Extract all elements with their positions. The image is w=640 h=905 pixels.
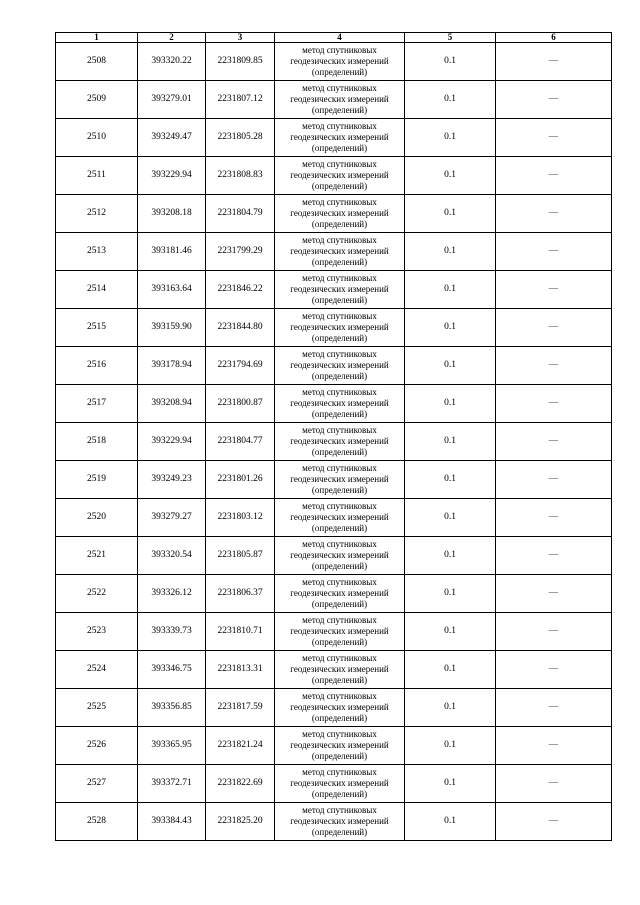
table-row xyxy=(56,423,612,461)
coordinates-table xyxy=(55,32,612,841)
method-line: метод спутниковых xyxy=(302,83,377,93)
accuracy-cell: 0.1 xyxy=(405,651,496,689)
x-coordinate-cell: 393365.95 xyxy=(138,727,206,765)
method-line: геодезических измерений xyxy=(290,132,389,142)
y-coordinate-cell: 2231817.59 xyxy=(206,689,275,727)
y-coordinate-cell: 2231805.87 xyxy=(206,537,275,575)
method-line: метод спутниковых xyxy=(302,539,377,549)
note-cell: — xyxy=(496,727,612,765)
accuracy-cell: 0.1 xyxy=(405,385,496,423)
method-line: (определений) xyxy=(311,599,368,609)
table-row xyxy=(56,537,612,575)
method-line: метод спутниковых xyxy=(302,615,377,625)
column-header-3: 3 xyxy=(206,33,275,43)
point-number-cell: 2523 xyxy=(56,613,138,651)
x-coordinate-cell: 393372.71 xyxy=(138,765,206,803)
accuracy-cell: 0.1 xyxy=(405,423,496,461)
method-line: геодезических измерений xyxy=(290,664,389,674)
note-cell: — xyxy=(496,43,612,81)
method-line: геодезических измерений xyxy=(290,550,389,560)
y-coordinate-cell: 2231800.87 xyxy=(206,385,275,423)
point-number-cell: 2513 xyxy=(56,233,138,271)
note-cell: — xyxy=(496,157,612,195)
accuracy-cell: 0.1 xyxy=(405,119,496,157)
note-cell: — xyxy=(496,765,612,803)
method-cell xyxy=(275,423,405,461)
table-row xyxy=(56,195,612,233)
method-line: геодезических измерений xyxy=(290,208,389,218)
method-line: (определений) xyxy=(311,561,368,571)
method-line: (определений) xyxy=(311,333,368,343)
method-line: геодезических измерений xyxy=(290,740,389,750)
column-header-4: 4 xyxy=(275,33,405,43)
method-cell xyxy=(275,195,405,233)
method-line: метод спутниковых xyxy=(302,387,377,397)
method-cell xyxy=(275,651,405,689)
method-line: (определений) xyxy=(311,789,368,799)
y-coordinate-cell: 2231801.26 xyxy=(206,461,275,499)
note-cell: — xyxy=(496,119,612,157)
point-number-cell: 2519 xyxy=(56,461,138,499)
y-coordinate-cell: 2231805.28 xyxy=(206,119,275,157)
note-cell: — xyxy=(496,537,612,575)
table-body xyxy=(56,43,612,841)
note-cell: — xyxy=(496,309,612,347)
x-coordinate-cell: 393229.94 xyxy=(138,157,206,195)
point-number-cell: 2517 xyxy=(56,385,138,423)
method-line: геодезических измерений xyxy=(290,702,389,712)
method-line: метод спутниковых xyxy=(302,729,377,739)
accuracy-cell: 0.1 xyxy=(405,81,496,119)
method-line: (определений) xyxy=(311,143,368,153)
x-coordinate-cell: 393279.27 xyxy=(138,499,206,537)
point-number-cell: 2527 xyxy=(56,765,138,803)
method-line: метод спутниковых xyxy=(302,197,377,207)
method-line: геодезических измерений xyxy=(290,322,389,332)
y-coordinate-cell: 2231844.80 xyxy=(206,309,275,347)
method-line: (определений) xyxy=(311,827,368,837)
method-line: геодезических измерений xyxy=(290,816,389,826)
y-coordinate-cell: 2231807.12 xyxy=(206,81,275,119)
accuracy-cell: 0.1 xyxy=(405,689,496,727)
method-line: (определений) xyxy=(311,447,368,457)
column-header-6: 6 xyxy=(496,33,612,43)
y-coordinate-cell: 2231808.83 xyxy=(206,157,275,195)
method-line: (определений) xyxy=(311,219,368,229)
point-number-cell: 2526 xyxy=(56,727,138,765)
method-cell xyxy=(275,613,405,651)
x-coordinate-cell: 393326.12 xyxy=(138,575,206,613)
table-row xyxy=(56,233,612,271)
y-coordinate-cell: 2231846.22 xyxy=(206,271,275,309)
method-cell xyxy=(275,119,405,157)
x-coordinate-cell: 393159.90 xyxy=(138,309,206,347)
point-number-cell: 2508 xyxy=(56,43,138,81)
point-number-cell: 2515 xyxy=(56,309,138,347)
x-coordinate-cell: 393249.23 xyxy=(138,461,206,499)
column-header-2: 2 xyxy=(138,33,206,43)
method-cell xyxy=(275,803,405,841)
method-line: (определений) xyxy=(311,637,368,647)
method-line: (определений) xyxy=(311,751,368,761)
y-coordinate-cell: 2231813.31 xyxy=(206,651,275,689)
method-line: геодезических измерений xyxy=(290,626,389,636)
column-header-5: 5 xyxy=(405,33,496,43)
note-cell: — xyxy=(496,233,612,271)
method-line: метод спутниковых xyxy=(302,121,377,131)
x-coordinate-cell: 393384.43 xyxy=(138,803,206,841)
x-coordinate-cell: 393356.85 xyxy=(138,689,206,727)
x-coordinate-cell: 393229.94 xyxy=(138,423,206,461)
method-line: метод спутниковых xyxy=(302,653,377,663)
note-cell: — xyxy=(496,461,612,499)
method-line: метод спутниковых xyxy=(302,45,377,55)
method-cell xyxy=(275,309,405,347)
note-cell: — xyxy=(496,651,612,689)
note-cell: — xyxy=(496,385,612,423)
method-line: метод спутниковых xyxy=(302,577,377,587)
x-coordinate-cell: 393178.94 xyxy=(138,347,206,385)
accuracy-cell: 0.1 xyxy=(405,765,496,803)
x-coordinate-cell: 393320.54 xyxy=(138,537,206,575)
table-row xyxy=(56,765,612,803)
x-coordinate-cell: 393208.18 xyxy=(138,195,206,233)
accuracy-cell: 0.1 xyxy=(405,271,496,309)
method-line: метод спутниковых xyxy=(302,235,377,245)
table-row xyxy=(56,499,612,537)
method-line: геодезических измерений xyxy=(290,246,389,256)
method-line: геодезических измерений xyxy=(290,56,389,66)
point-number-cell: 2514 xyxy=(56,271,138,309)
method-cell xyxy=(275,575,405,613)
table-header xyxy=(56,33,612,43)
method-cell xyxy=(275,81,405,119)
method-line: (определений) xyxy=(311,105,368,115)
note-cell: — xyxy=(496,575,612,613)
x-coordinate-cell: 393163.64 xyxy=(138,271,206,309)
y-coordinate-cell: 2231804.79 xyxy=(206,195,275,233)
y-coordinate-cell: 2231794.69 xyxy=(206,347,275,385)
y-coordinate-cell: 2231825.20 xyxy=(206,803,275,841)
accuracy-cell: 0.1 xyxy=(405,575,496,613)
method-cell xyxy=(275,727,405,765)
table-row xyxy=(56,727,612,765)
method-line: метод спутниковых xyxy=(302,311,377,321)
y-coordinate-cell: 2231804.77 xyxy=(206,423,275,461)
method-line: геодезических измерений xyxy=(290,474,389,484)
method-line: (определений) xyxy=(311,257,368,267)
table-row xyxy=(56,803,612,841)
note-cell: — xyxy=(496,195,612,233)
method-line: метод спутниковых xyxy=(302,805,377,815)
table-row xyxy=(56,157,612,195)
method-line: метод спутниковых xyxy=(302,425,377,435)
point-number-cell: 2512 xyxy=(56,195,138,233)
point-number-cell: 2525 xyxy=(56,689,138,727)
method-cell xyxy=(275,233,405,271)
method-cell xyxy=(275,689,405,727)
accuracy-cell: 0.1 xyxy=(405,727,496,765)
y-coordinate-cell: 2231821.24 xyxy=(206,727,275,765)
table-row xyxy=(56,119,612,157)
y-coordinate-cell: 2231809.85 xyxy=(206,43,275,81)
note-cell: — xyxy=(496,81,612,119)
method-line: геодезических измерений xyxy=(290,778,389,788)
x-coordinate-cell: 393279.01 xyxy=(138,81,206,119)
method-line: (определений) xyxy=(311,371,368,381)
table-row xyxy=(56,575,612,613)
table-row xyxy=(56,651,612,689)
method-line: метод спутниковых xyxy=(302,691,377,701)
method-cell xyxy=(275,385,405,423)
accuracy-cell: 0.1 xyxy=(405,195,496,233)
method-line: метод спутниковых xyxy=(302,501,377,511)
x-coordinate-cell: 393181.46 xyxy=(138,233,206,271)
note-cell: — xyxy=(496,271,612,309)
accuracy-cell: 0.1 xyxy=(405,157,496,195)
note-cell: — xyxy=(496,347,612,385)
method-line: (определений) xyxy=(311,409,368,419)
method-line: (определений) xyxy=(311,485,368,495)
accuracy-cell: 0.1 xyxy=(405,537,496,575)
table-row xyxy=(56,43,612,81)
method-line: геодезических измерений xyxy=(290,170,389,180)
method-line: (определений) xyxy=(311,713,368,723)
y-coordinate-cell: 2231799.29 xyxy=(206,233,275,271)
method-cell xyxy=(275,765,405,803)
note-cell: — xyxy=(496,613,612,651)
column-header-1: 1 xyxy=(56,33,138,43)
method-line: (определений) xyxy=(311,67,368,77)
method-line: геодезических измерений xyxy=(290,360,389,370)
table-row xyxy=(56,613,612,651)
accuracy-cell: 0.1 xyxy=(405,43,496,81)
note-cell: — xyxy=(496,499,612,537)
y-coordinate-cell: 2231810.71 xyxy=(206,613,275,651)
method-line: метод спутниковых xyxy=(302,463,377,473)
method-cell xyxy=(275,43,405,81)
point-number-cell: 2521 xyxy=(56,537,138,575)
method-line: (определений) xyxy=(311,523,368,533)
table-row xyxy=(56,271,612,309)
method-line: метод спутниковых xyxy=(302,273,377,283)
accuracy-cell: 0.1 xyxy=(405,461,496,499)
point-number-cell: 2518 xyxy=(56,423,138,461)
method-line: (определений) xyxy=(311,675,368,685)
method-cell xyxy=(275,347,405,385)
note-cell: — xyxy=(496,803,612,841)
table-row xyxy=(56,81,612,119)
method-line: геодезических измерений xyxy=(290,284,389,294)
method-line: геодезических измерений xyxy=(290,94,389,104)
method-line: геодезических измерений xyxy=(290,512,389,522)
method-cell xyxy=(275,537,405,575)
note-cell: — xyxy=(496,689,612,727)
point-number-cell: 2509 xyxy=(56,81,138,119)
table-row xyxy=(56,309,612,347)
y-coordinate-cell: 2231803.12 xyxy=(206,499,275,537)
method-line: геодезических измерений xyxy=(290,588,389,598)
accuracy-cell: 0.1 xyxy=(405,233,496,271)
method-line: (определений) xyxy=(311,295,368,305)
point-number-cell: 2511 xyxy=(56,157,138,195)
method-cell xyxy=(275,157,405,195)
x-coordinate-cell: 393320.22 xyxy=(138,43,206,81)
accuracy-cell: 0.1 xyxy=(405,499,496,537)
header-row xyxy=(56,33,612,43)
point-number-cell: 2524 xyxy=(56,651,138,689)
accuracy-cell: 0.1 xyxy=(405,803,496,841)
point-number-cell: 2528 xyxy=(56,803,138,841)
accuracy-cell: 0.1 xyxy=(405,347,496,385)
point-number-cell: 2516 xyxy=(56,347,138,385)
table-row xyxy=(56,347,612,385)
method-line: метод спутниковых xyxy=(302,767,377,777)
table-row xyxy=(56,689,612,727)
y-coordinate-cell: 2231806.37 xyxy=(206,575,275,613)
x-coordinate-cell: 393208.94 xyxy=(138,385,206,423)
method-cell xyxy=(275,271,405,309)
table-row xyxy=(56,385,612,423)
method-line: метод спутниковых xyxy=(302,159,377,169)
method-cell xyxy=(275,499,405,537)
accuracy-cell: 0.1 xyxy=(405,309,496,347)
point-number-cell: 2522 xyxy=(56,575,138,613)
method-line: геодезических измерений xyxy=(290,436,389,446)
accuracy-cell: 0.1 xyxy=(405,613,496,651)
method-line: (определений) xyxy=(311,181,368,191)
x-coordinate-cell: 393339.73 xyxy=(138,613,206,651)
note-cell: — xyxy=(496,423,612,461)
table-row xyxy=(56,461,612,499)
y-coordinate-cell: 2231822.69 xyxy=(206,765,275,803)
point-number-cell: 2510 xyxy=(56,119,138,157)
x-coordinate-cell: 393346.75 xyxy=(138,651,206,689)
method-cell xyxy=(275,461,405,499)
x-coordinate-cell: 393249.47 xyxy=(138,119,206,157)
point-number-cell: 2520 xyxy=(56,499,138,537)
method-line: геодезических измерений xyxy=(290,398,389,408)
method-line: метод спутниковых xyxy=(302,349,377,359)
